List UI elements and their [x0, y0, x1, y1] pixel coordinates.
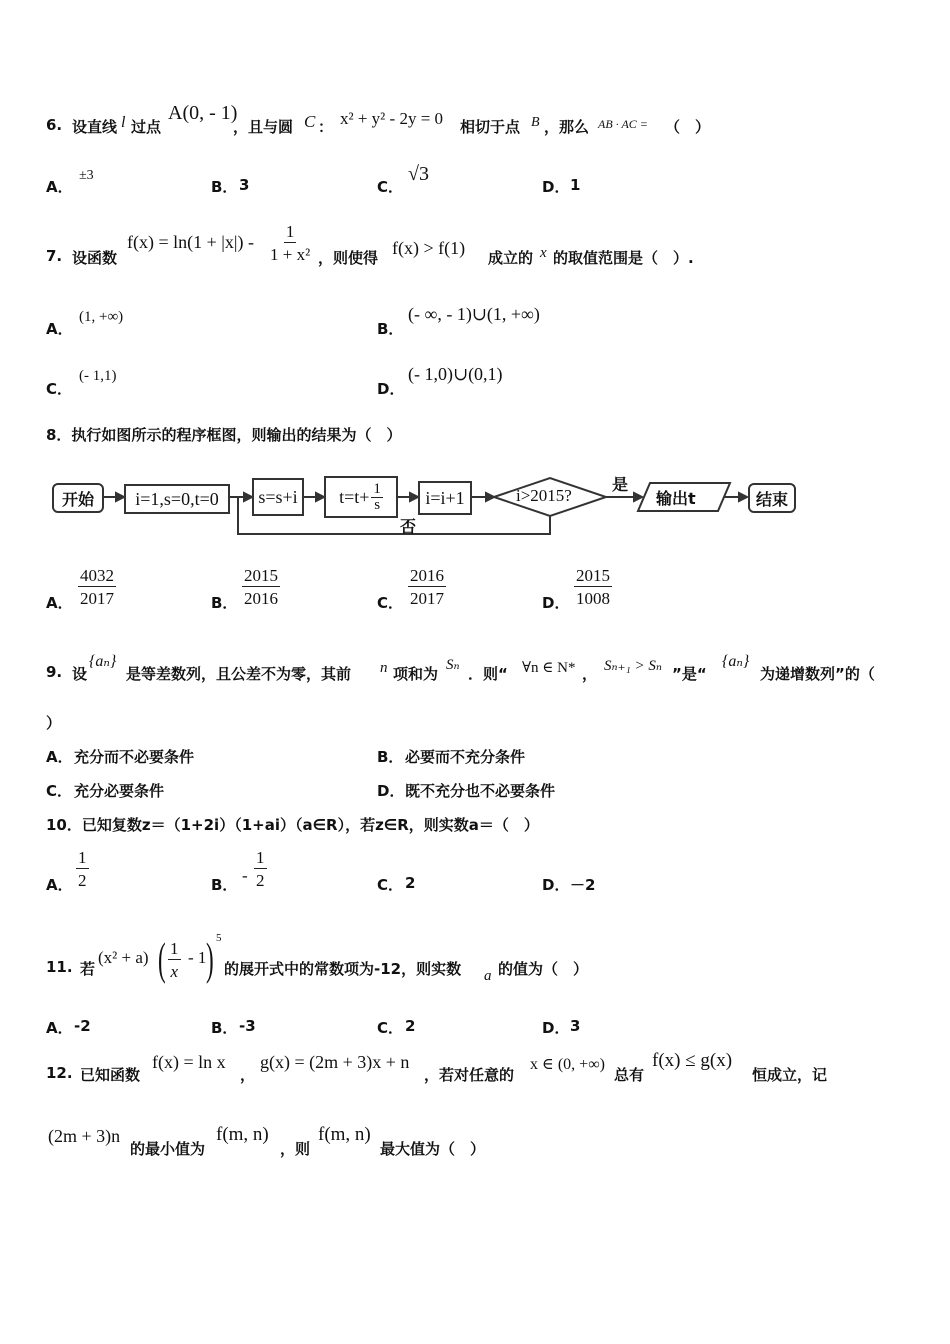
- q10-option-b-label: B．: [211, 876, 238, 894]
- q6-colon: ：: [318, 118, 334, 136]
- q9-option-b-label: B．: [377, 748, 404, 766]
- q9-option-d: 既不充分也不必要条件: [405, 782, 556, 800]
- q8-option-d-label: D．: [542, 594, 570, 612]
- q8-t-step-fraction-numerator: 1: [373, 480, 381, 497]
- q6-paren: （ ）: [665, 118, 711, 136]
- q7-option-c: (- 1,1): [79, 368, 117, 384]
- q8-t-step-box: [324, 476, 398, 518]
- q12-text-7: 最大值为（ ）: [380, 1140, 486, 1158]
- q11-text-2: 的展开式中的常数项为-12，则实数: [224, 960, 462, 978]
- q12-fmn-2: f(m, n): [318, 1124, 371, 1145]
- q7-inequality: f(x) > f(1): [392, 238, 466, 258]
- q7-text-1: 设函数: [72, 249, 118, 267]
- q8-option-b-denominator: 2016: [244, 589, 278, 608]
- q9-comma: ，: [582, 665, 598, 683]
- q9-sequence-an-2: {aₙ}: [722, 653, 750, 670]
- q8-option-c-denominator: 2017: [410, 589, 444, 608]
- q10-option-a-numerator: 1: [78, 848, 87, 867]
- q11-base: (x² + a): [98, 948, 149, 967]
- q8-output-label: 输出t: [656, 489, 696, 508]
- q7-fraction-numerator: 1: [285, 222, 295, 241]
- q8-i-step-box: [418, 481, 472, 515]
- q7-option-d: (- 1,0)∪(0,1): [408, 364, 503, 384]
- q8-option-d-denominator: 1008: [576, 589, 610, 608]
- q8-t-step-fraction-denominator: s: [374, 496, 381, 513]
- q10-text: 10．已知复数z＝（1+2i）（1+ai）（a∈R），若z∈R，则实数a＝（ ）: [46, 816, 539, 834]
- q11-fraction-numerator: 1: [170, 939, 179, 958]
- q12-domain: x ∈ (0, +∞): [530, 1056, 605, 1073]
- q7-fraction-denominator: 1 + x²: [270, 245, 311, 264]
- q6-option-a: ±3: [79, 168, 94, 183]
- q8-start-label: 开始: [61, 489, 94, 509]
- q8-option-c-numerator: 2016: [410, 566, 444, 585]
- q6-text-2: 过点: [131, 118, 162, 136]
- q12-text-1: 已知函数: [80, 1066, 141, 1084]
- q6-option-a-label: A．: [46, 178, 73, 196]
- q8-option-c-fraction: [408, 567, 446, 607]
- q8-condition-label: i>2015?: [516, 486, 572, 505]
- q6-text-3: ，且与圆: [233, 118, 294, 136]
- q11-option-c: 2: [405, 1017, 416, 1035]
- q9-option-d-label: D．: [377, 782, 405, 800]
- q9-var-n: n: [380, 660, 388, 676]
- q9-text-3: 项和为: [393, 665, 439, 683]
- q6-option-c: √3: [408, 163, 429, 185]
- q12-function-g: g(x) = (2m + 3)x + n: [260, 1052, 410, 1072]
- q11-fraction-denominator: x: [170, 962, 179, 981]
- q10-option-d-label: D．: [542, 876, 570, 894]
- q8-option-c-label: C．: [377, 594, 404, 612]
- q8-text: 8．执行如图所示的程序框图，则输出的结果为（ ）: [46, 426, 402, 444]
- q6-option-b-label: B．: [211, 178, 238, 196]
- q6-circle-equation: x² + y² - 2y = 0: [340, 109, 444, 128]
- q11-text-1: 若: [80, 960, 96, 978]
- q6-dot-product: AB · AC =: [598, 117, 648, 131]
- q12-text-2: ，若对任意的: [424, 1066, 515, 1084]
- q8-init-box: [124, 484, 230, 514]
- q9-text-7: ）: [46, 714, 62, 732]
- q8-option-b-fraction: [242, 567, 280, 607]
- q7-text-2: ，则使得: [318, 249, 379, 267]
- q12-text-4: 恒成立，记: [752, 1066, 828, 1084]
- q9-number: 9.: [46, 663, 63, 681]
- q11-option-a: -2: [74, 1017, 91, 1035]
- q6-number: 6.: [46, 116, 63, 134]
- q10-option-a-fraction: [76, 849, 89, 889]
- q9-text-5: ”是“: [672, 665, 707, 683]
- q7-option-b: (- ∞, - 1)∪(1, +∞): [408, 304, 540, 324]
- q10-option-b-fraction: [254, 849, 267, 889]
- q11-var-a: a: [484, 968, 492, 984]
- q6-line-l: l: [121, 114, 126, 131]
- q11-text-3: 的值为（ ）: [498, 960, 589, 978]
- q7-var-x: x: [540, 245, 547, 261]
- q10-option-d: －2: [570, 876, 596, 894]
- q8-option-a-numerator: 4032: [80, 566, 114, 585]
- q6-option-d-label: D．: [542, 178, 570, 196]
- q8-end-label: 结束: [755, 489, 788, 509]
- q11-option-a-label: A．: [46, 1019, 73, 1037]
- q7-option-d-label: D．: [377, 380, 405, 398]
- q10-option-b-denominator: 2: [256, 871, 265, 890]
- q10-option-c-label: C．: [377, 876, 404, 894]
- q6-text-5: ，那么: [544, 118, 590, 136]
- q9-forall: ∀n ∈ N*: [522, 660, 576, 676]
- q11-option-b: -3: [239, 1017, 256, 1035]
- q11-option-c-label: C．: [377, 1019, 404, 1037]
- q11-option-d-label: D．: [542, 1019, 570, 1037]
- q6-option-b: 3: [239, 176, 250, 194]
- q7-function: f(x) = ln(1 + |x|) -: [127, 232, 254, 252]
- q9-text-4: ．则“: [468, 665, 508, 683]
- q12-text-3: 总有: [614, 1066, 645, 1084]
- q7-option-c-label: C．: [46, 380, 73, 398]
- q6-text-1: 设直线: [72, 118, 118, 136]
- q8-option-d-numerator: 2015: [576, 566, 610, 585]
- q12-function-f: f(x) = ln x: [152, 1052, 226, 1072]
- q8-option-b-numerator: 2015: [244, 566, 278, 585]
- q11-right-paren: ): [206, 933, 214, 984]
- q11-left-paren: (: [158, 933, 166, 984]
- q9-inequality: Sₙ₊₁ > Sₙ: [604, 658, 662, 674]
- q7-text-4: 的取值范围是（ ）.: [553, 249, 694, 267]
- q8-option-d-fraction: [574, 567, 612, 607]
- q7-option-a-label: A．: [46, 320, 73, 338]
- q12-text-5: 的最小值为: [130, 1140, 206, 1158]
- q7-option-b-label: B．: [377, 320, 404, 338]
- q10-option-b-sign: -: [242, 866, 248, 885]
- q6-text-4: 相切于点: [460, 118, 521, 136]
- q8-s-step-box: [252, 478, 304, 516]
- q8-s-step-label: s=s+i: [258, 486, 298, 507]
- q11-number: 11.: [46, 958, 73, 976]
- q9-text-6: 为递增数列”的（: [760, 665, 875, 683]
- q9-sequence-an: {aₙ}: [89, 653, 117, 670]
- q11-option-b-label: B．: [211, 1019, 238, 1037]
- q7-text-3: 成立的: [488, 249, 534, 267]
- q6-circle-c: C: [304, 112, 316, 131]
- q11-exponent: 5: [216, 932, 222, 944]
- q8-option-a-label: A．: [46, 594, 73, 612]
- q9-option-c-label: C．: [46, 782, 73, 800]
- q8-t-step-fraction: [371, 482, 383, 513]
- q12-number: 12.: [46, 1064, 73, 1082]
- q6-point-b: B: [531, 115, 540, 130]
- q8-yes-label: 是: [612, 475, 629, 494]
- q9-sum-sn: Sₙ: [446, 657, 460, 673]
- q8-option-a-denominator: 2017: [80, 589, 114, 608]
- q9-option-c: 充分必要条件: [74, 782, 165, 800]
- q8-init-label: i=1,s=0,t=0: [135, 488, 219, 509]
- q8-i-step-label: i=i+1: [425, 487, 465, 508]
- q9-option-b: 必要而不充分条件: [405, 748, 526, 766]
- q9-text-2: 是等差数列，且公差不为零，其前: [126, 665, 352, 683]
- q8-end-box: [748, 483, 796, 513]
- q11-option-d: 3: [570, 1017, 581, 1035]
- q6-point-a: A(0, - 1): [168, 102, 238, 124]
- q7-number: 7.: [46, 247, 63, 265]
- q6-option-d: 1: [570, 176, 581, 194]
- q8-t-step-label: t=t+: [339, 486, 370, 507]
- q8-no-label: 否: [400, 517, 417, 536]
- q6-option-c-label: C．: [377, 178, 404, 196]
- q11-fraction: [168, 940, 181, 980]
- q12-expression: (2m + 3)n: [48, 1126, 121, 1146]
- q11-minus-one: - 1: [188, 948, 207, 967]
- q10-option-b-numerator: 1: [256, 848, 265, 867]
- q9-text-1: 设: [72, 665, 88, 683]
- q12-inequality: f(x) ≤ g(x): [652, 1050, 733, 1071]
- q9-option-a: 充分而不必要条件: [74, 748, 195, 766]
- q10-option-c: 2: [405, 874, 416, 892]
- q12-fmn: f(m, n): [216, 1124, 269, 1145]
- q12-text-6: ，则: [280, 1140, 311, 1158]
- q12-comma: ，: [240, 1066, 256, 1084]
- q9-option-a-label: A．: [46, 748, 73, 766]
- q10-option-a-denominator: 2: [78, 871, 87, 890]
- q8-option-b-label: B．: [211, 594, 238, 612]
- q8-start-box: [52, 483, 104, 513]
- q10-option-a-label: A．: [46, 876, 73, 894]
- q8-option-a-fraction: [78, 567, 116, 607]
- q7-option-a: (1, +∞): [79, 309, 124, 325]
